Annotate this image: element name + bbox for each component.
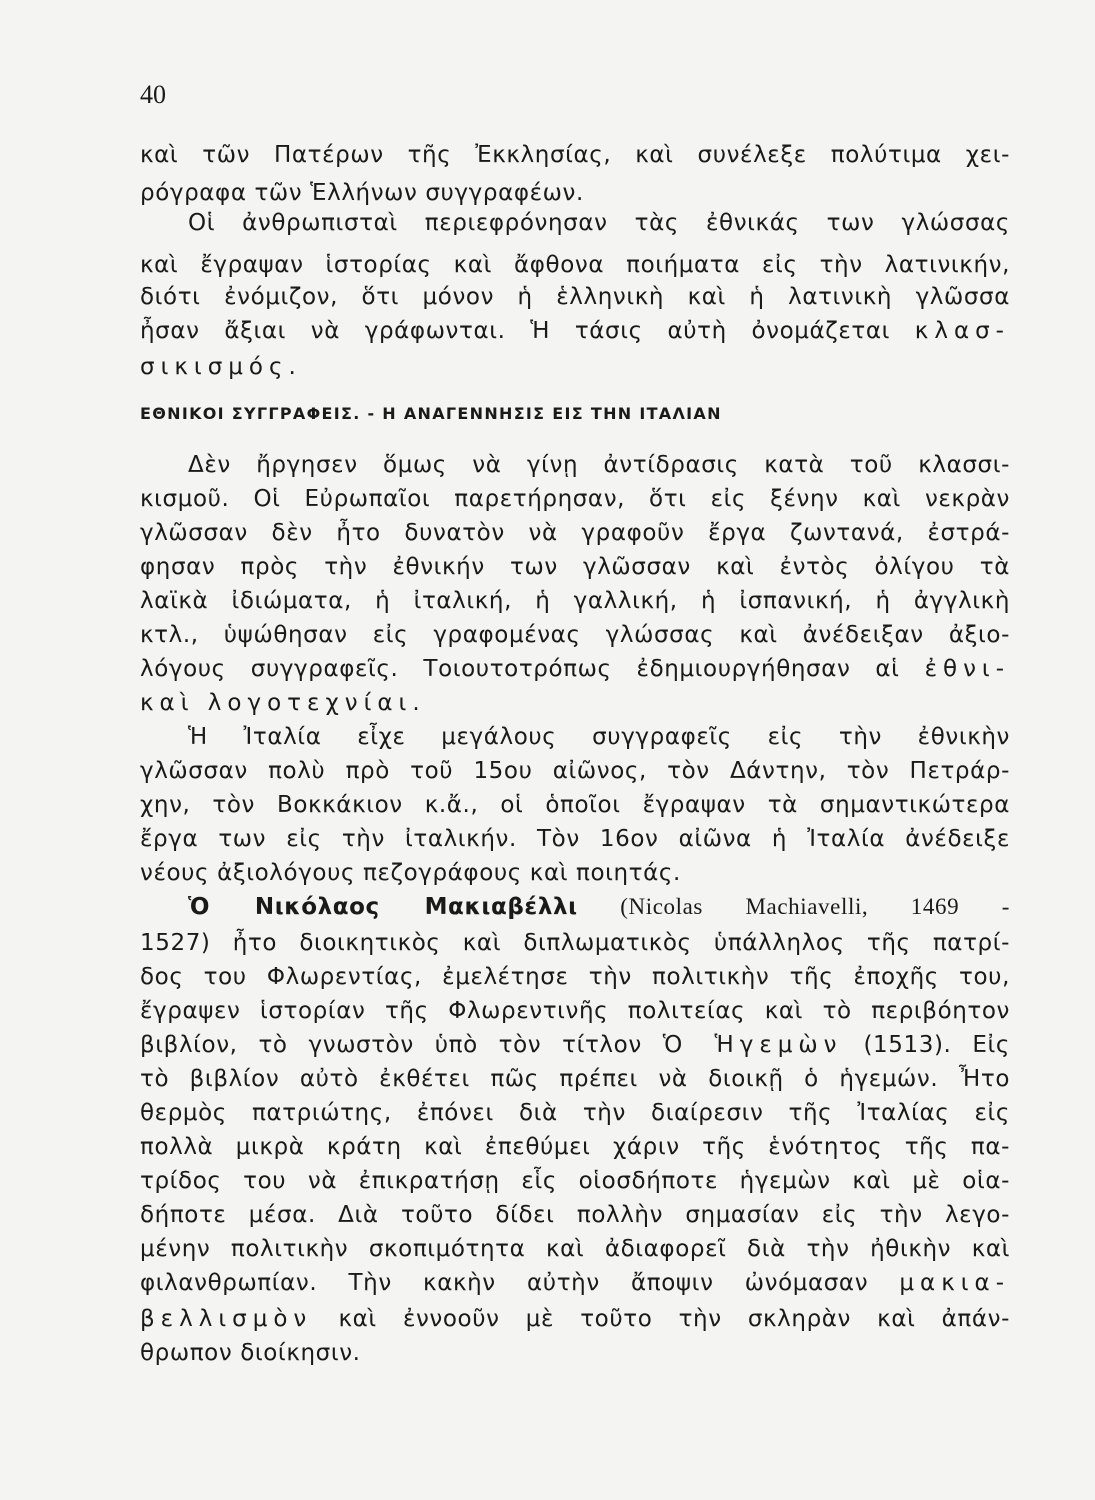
section-heading: ΕΘΝΙΚΟΙ ΣΥΓΓΡΑΦΕΙΣ. - Η ΑΝΑΓΕΝΝΗΣΙΣ ΕΙΣ ΤΗΝ ΙΤΑΛΙΑΝ	[140, 404, 722, 423]
text-line	[188, 892, 1010, 922]
text-line: χην, τὸν Βοκκάκιον κ.ἄ., οἱ ὁποῖοι ἔγραψαν τὰ σημαντικώτερα	[140, 792, 1010, 818]
text-line: θερμὸς πατριώτης, ἐπόνει διὰ τὴν διαίρεσιν τῆς Ἰταλίας εἰς	[140, 1100, 1010, 1126]
text-span: (Nicolas Machiavelli, 1469 -	[577, 894, 1010, 919]
text-line: 1527) ἦτο διοικητικὸς καὶ διπλωματικὸς ὑπάλληλος τῆς πατρί-	[140, 930, 1010, 956]
text-line: ἔγραψεν ἱστορίαν τῆς Φλωρεντινῆς πολιτείας καὶ τὸ περιβόητον	[140, 998, 1010, 1024]
text-span: καὶ ἐννοοῦν μὲ τοῦτο τὴν σκληρὰν καὶ ἀπάν-	[312, 1306, 1010, 1332]
text-line: θρωπον διοίκησιν.	[140, 1340, 361, 1366]
emphasized-term: καὶ λογοτεχνίαι.	[140, 690, 426, 716]
text-line: γλῶσσαν δὲν ἦτο δυνατὸν νὰ γραφοῦν ἔργα ζωντανά, ἐστρά-	[140, 520, 1010, 546]
text-span: βιβλίον, τὸ γνωστὸν ὑπὸ τὸν τίτλον	[140, 1032, 663, 1058]
emphasized-term: βελλισμὸν	[140, 1306, 313, 1332]
text-line: δήποτε μέσα. Διὰ τοῦτο δίδει πολλὴν σημασίαν εἰς τὴν λεγο-	[140, 1202, 1010, 1228]
text-line: Δὲν ἤργησεν ὅμως νὰ γίνῃ ἀντίδρασις κατὰ τοῦ κλασσι-	[188, 452, 1010, 478]
text-line: δος του Φλωρεντίας, ἐμελέτησε τὴν πολιτικὴν τῆς ἐποχῆς του,	[140, 964, 1010, 990]
text-line: Οἱ ἀνθρωπισταὶ περιεφρόνησαν τὰς ἐθνικάς των γλώσσας	[188, 210, 1010, 236]
text-line: κτλ., ὑψώθησαν εἰς γραφομένας γλώσσας καὶ ἀνέδειξαν ἀξιο-	[140, 622, 1010, 648]
emphasized-term: σικισμός.	[140, 354, 302, 380]
text-span: φιλανθρωπίαν. Τὴν κακὴν αὐτὴν ἄποψιν ὠνόμασαν	[140, 1270, 900, 1296]
text-line: γλῶσσαν πολὺ πρὸ τοῦ 15ου αἰῶνος, τὸν Δάντην, τὸν Πετράρ-	[140, 758, 1010, 784]
page-number: 40	[140, 80, 166, 109]
text-line: τὸ βιβλίον αὐτὸ ἐκθέτει πῶς πρέπει νὰ διοικῇ ὁ ἡγεμών. Ἦτο	[140, 1066, 1010, 1092]
text-line: τρίδος του νὰ ἐπικρατήσῃ εἷς οἱοσδήποτε ἡγεμὼν καὶ μὲ οἱα-	[140, 1168, 1010, 1194]
text-line	[140, 654, 1010, 684]
text-line	[140, 1268, 1010, 1298]
text-line: φησαν πρὸς τὴν ἐθνικήν των γλῶσσαν καὶ ἐντὸς ὀλίγου τὰ	[140, 554, 1010, 580]
text-line: λαϊκὰ ἰδιώματα, ἡ ἰταλική, ἡ γαλλική, ἡ ἰσπανική, ἡ ἀγγλικὴ	[140, 588, 1010, 614]
text-line: καὶ ἔγραψαν ἱστορίας καὶ ἄφθονα ποιήματα εἰς τὴν λατινικήν,	[140, 252, 1010, 278]
text-line: Ἡ Ἰταλία εἶχε μεγάλους συγγραφεῖς εἰς τὴν ἐθνικὴν	[188, 724, 1010, 750]
text-span: λόγους συγγραφεῖς. Τοιουτοτρόπως ἐδημιουργήθησαν αἱ	[140, 656, 925, 682]
text-line	[140, 1304, 1010, 1334]
text-line	[140, 1030, 1010, 1060]
text-span: (1513). Εἰς	[842, 1032, 1010, 1058]
book-title: Ὁ Ἡγεμὼν	[662, 1032, 843, 1058]
emphasized-term: μακια-	[899, 1270, 1010, 1296]
text-line: ἔργα των εἰς τὴν ἰταλικήν. Τὸν 16ον αἰῶνα ἡ Ἰταλία ἀνέδειξε	[140, 826, 1010, 852]
text-line: διότι ἐνόμιζον, ὅτι μόνον ἡ ἑλληνικὴ καὶ ἡ λατινικὴ γλῶσσα	[140, 284, 1010, 310]
text-line: ρόγραφα τῶν Ἑλλήνων συγγραφέων.	[140, 180, 584, 206]
person-name: Ὁ Νικόλαος Μακιαβέλλι	[188, 894, 578, 920]
text-line: καὶ τῶν Πατέρων τῆς Ἐκκλησίας, καὶ συνέλεξε πολύτιμα χει-	[140, 142, 1010, 168]
text-line: μένην πολιτικὴν σκοπιμότητα καὶ ἀδιαφορεῖ διὰ τὴν ἠθικὴν καὶ	[140, 1236, 1010, 1262]
text-line: κισμοῦ. Οἱ Εὐρωπαῖοι παρετήρησαν, ὅτι εἰς ξένην καὶ νεκρὰν	[140, 486, 1010, 512]
text-line: πολλὰ μικρὰ κράτη καὶ ἐπεθύμει χάριν τῆς ἑνότητος τῆς πα-	[140, 1134, 1010, 1160]
text-line	[140, 316, 1010, 346]
emphasized-term: ἐθνι-	[924, 656, 1010, 682]
emphasized-term: κλασ-	[914, 318, 1010, 344]
text-span: ἦσαν ἄξιαι νὰ γράφωνται. Ἡ τάσις αὐτὴ ὀνομάζεται	[140, 318, 915, 344]
text-line: νέους ἀξιολόγους πεζογράφους καὶ ποιητάς.	[140, 860, 681, 886]
